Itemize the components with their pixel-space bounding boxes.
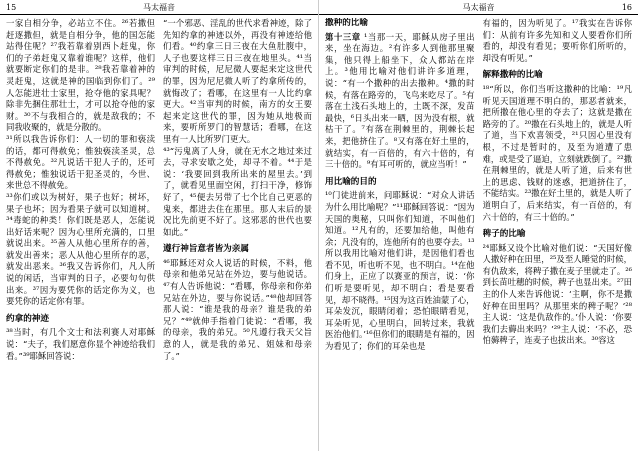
- paragraph: ³⁸当时，有几个文士和法利赛人对耶稣说：“夫子，我们愿意你显个神迹给我们看。”³⁹耶稣回答说：: [6, 327, 155, 361]
- paragraph-text: ¹当那一天，耶稣从房子里出来，坐在海边。²有许多人到他那里聚集，他只得上船坐下，众人都站在岸上。³他用比喻对他们讲许多道理，说：“有一个撒种的出去撒种。⁴撒的时候，有落在路旁的，飞鸟来吃尽了。⁵有落在土浅石头地上的，土既不深，发苗最快，⁶日头出来一晒，因为没有根，就枯干了。⁷有落在荆棘里的，荆棘长起来，把他挤住了。⁸又有落在好土里的，就结实，有一百倍的，有六十倍的，有三十倍的。⁹有耳可听的，就应当听！”: [325, 31, 475, 170]
- paragraph: “一个邪恶、淫乱的世代求看神迹，除了先知约拿的神迹以外，再没有神迹给他们看。⁴⁰约拿三日三夜在大鱼肚腹中，人子也要这样三日三夜在地里头。⁴¹当审判的时候，尼尼微人要起来定这世代的罪，因为尼尼微人听了约拿所传的，就悔改了；看哪，在这里有一人比约拿更大。⁴²当审判的时候，南方的女王要起来定这世代的罪，因为她从地极而来，要听所罗门的智慧话；看哪，在这里有一人比所罗门更大。: [163, 18, 312, 144]
- left-page-number: 15: [6, 2, 17, 12]
- left-running-header: [0, 0, 318, 15]
- chapter-label: 第十三章: [325, 31, 361, 42]
- paragraph: [325, 32, 475, 171]
- right-page: [319, 0, 638, 451]
- section-heading-sower: 撒种的比喻: [325, 18, 368, 28]
- left-running-title: 马太福音: [143, 2, 175, 12]
- left-column-1: [6, 18, 155, 449]
- paragraph: ²⁴耶稣又设个比喻对他们说：“天国好像人撒好种在田里，²⁵及至人睡觉的时候，有仇敌来，将稗子撒在麦子里就走了。²⁶到长苗吐穗的时候，稗子也显出来。²⁷田主的仆人来告诉他说：‘主啊，你不是撒好种在田里吗？从那里来的稗子呢？’²⁸主人说：‘这是仇敌作的。’仆人说：‘你要我们去薅出来吗？’²⁹主人说：‘不必，恐怕薅稗子，连麦子也拔出来。³⁰容这: [482, 242, 632, 346]
- left-columns: [6, 18, 312, 449]
- section-heading-explain-sower: 解释撒种的比喻: [482, 70, 543, 81]
- section-heading-purpose: 用比喻的目的: [325, 176, 377, 187]
- right-column-1: [325, 18, 475, 449]
- section-heading-tares: 稗子的比喻: [482, 229, 526, 240]
- paragraph: ¹⁸“所以，你们当听这撒种的比喻：¹⁹凡听见天国道理不明白的，那恶者就来，把所撒在他心里的夺去了；这就是撒在路旁的了。²⁰撒在石头地上的，就是人听了道，当下欢喜领受，²¹只因心里没有根，不过是暂时的，及至为道遭了患难，或是受了逼迫，立刻就跌倒了。²²撒在荆棘里的，就是人听了道，后来有世上的思虑、钱财的迷惑，把道挤住了，不能结实。²³撒在好土里的，就是人听了道明白了，后来结实，有一百倍的，有六十倍的，有三十倍的。”: [482, 83, 632, 222]
- right-columns: [325, 18, 632, 449]
- paragraph: ⁴³“污鬼离了人身，就在无水之地过来过去，寻求安歇之处，却寻不着。⁴⁴于是说：‘我要回到我所出来的屋里去。’到了，就看见里面空闲，打扫干净，修饰好了，⁴⁵便去另带了七个比自己更恶的鬼来，都进去住在那里。那人末后的景况比先前更不好了。这邪恶的世代也要如此。”: [163, 145, 312, 237]
- paragraph: 有福的，因为听见了。¹⁷我实在告诉你们：从前有许多先知和义人要看你们所看的，却没有看见；要听你们所听的，却没有听见。”: [482, 18, 632, 63]
- left-column-2: [163, 18, 312, 449]
- section-heading-jonah: 约拿的神迹: [6, 313, 49, 324]
- section-heading-family: 遵行神旨意者皆为亲属: [163, 244, 249, 255]
- right-column-2: [483, 18, 633, 449]
- right-page-number: 16: [621, 2, 632, 12]
- paragraph: ³³你们或以为树好，果子也好；树坏，果子也坏；因为看果子就可以知道树。³⁴毒蛇的种类！你们既是恶人，怎能说出好话来呢？因为心里所充满的，口里就说出来。³⁵善人从他心里所存的善，就发出善来；恶人从他心里所存的恶，就发出恶来。³⁶我又告诉你们，凡人所说的闲话，当审判的日子，必要句句供出来。³⁷因为要凭你的话定你为义，也要凭你的话定你有罪。: [6, 191, 155, 307]
- right-running-title: 马太福音: [462, 2, 495, 12]
- paragraph: 一家自相分争，必站立不住。²⁶若撒但赶逐撒但，就是自相分争，他的国怎能站得住呢？²⁷我若靠着别西卜赶鬼，你们的子弟赶鬼又靠着谁呢？这样，他们就要断定你们的是非。²⁸我若靠着神的灵赶鬼，这就是神的国临到你们了。²⁹人怎能进壮士家里，抢夺他的家具呢？除非先捆住那壮士，才可以抢夺他的家财。³⁰不与我相合的，就是敌我的；不同我收聚的，就是分散的。: [6, 18, 155, 133]
- paragraph: ⁴⁶耶稣还对众人说话的时候，不料，他母亲和他弟兄站在外边，要与他说话。⁴⁷有人告诉他说：“看哪，你母亲和你弟兄站在外边，要与你说话。”⁴⁸他却回答那人说：“谁是我的母亲？谁是我的弟兄？”⁴⁹就伸手指着门徒说：“看哪，我的母亲，我的弟兄。⁵⁰凡遵行我天父旨意的人，就是我的弟兄、姐妹和母亲了。”: [163, 257, 312, 361]
- right-running-header: [319, 0, 638, 15]
- paragraph: ³¹所以我告诉你们：人一切的罪和亵渎的话，都可得赦免；惟独亵渎圣灵，总不得赦免。³²凡说话干犯人子的，还可得赦免；惟独说话干犯圣灵的，今世、来世总不得赦免。: [6, 133, 155, 191]
- paragraph: ¹⁰门徒进前来，问耶稣说：“对众人讲话为什么用比喻呢？”¹¹耶稣回答说：“因为天国的奥秘，只叫你们知道，不叫他们知道。¹²凡有的，还要加给他，叫他有余；凡没有的，连他所有的也要夺去。¹³所以我用比喻对他们讲，是因他们看也看不见，听也听不见，也不明白。¹⁴在他们身上，正应了以赛亚的预言，说：‘你们听是要听见，却不明白；看是要看见，却不晓得。¹⁵因为这百姓油蒙了心，耳朵发沉，眼睛闭着；恐怕眼睛看见，耳朵听见，心里明白，回转过来，我就医治他们。’¹⁶但你们的眼睛是有福的，因为看见了；你们的耳朵也是: [325, 190, 475, 352]
